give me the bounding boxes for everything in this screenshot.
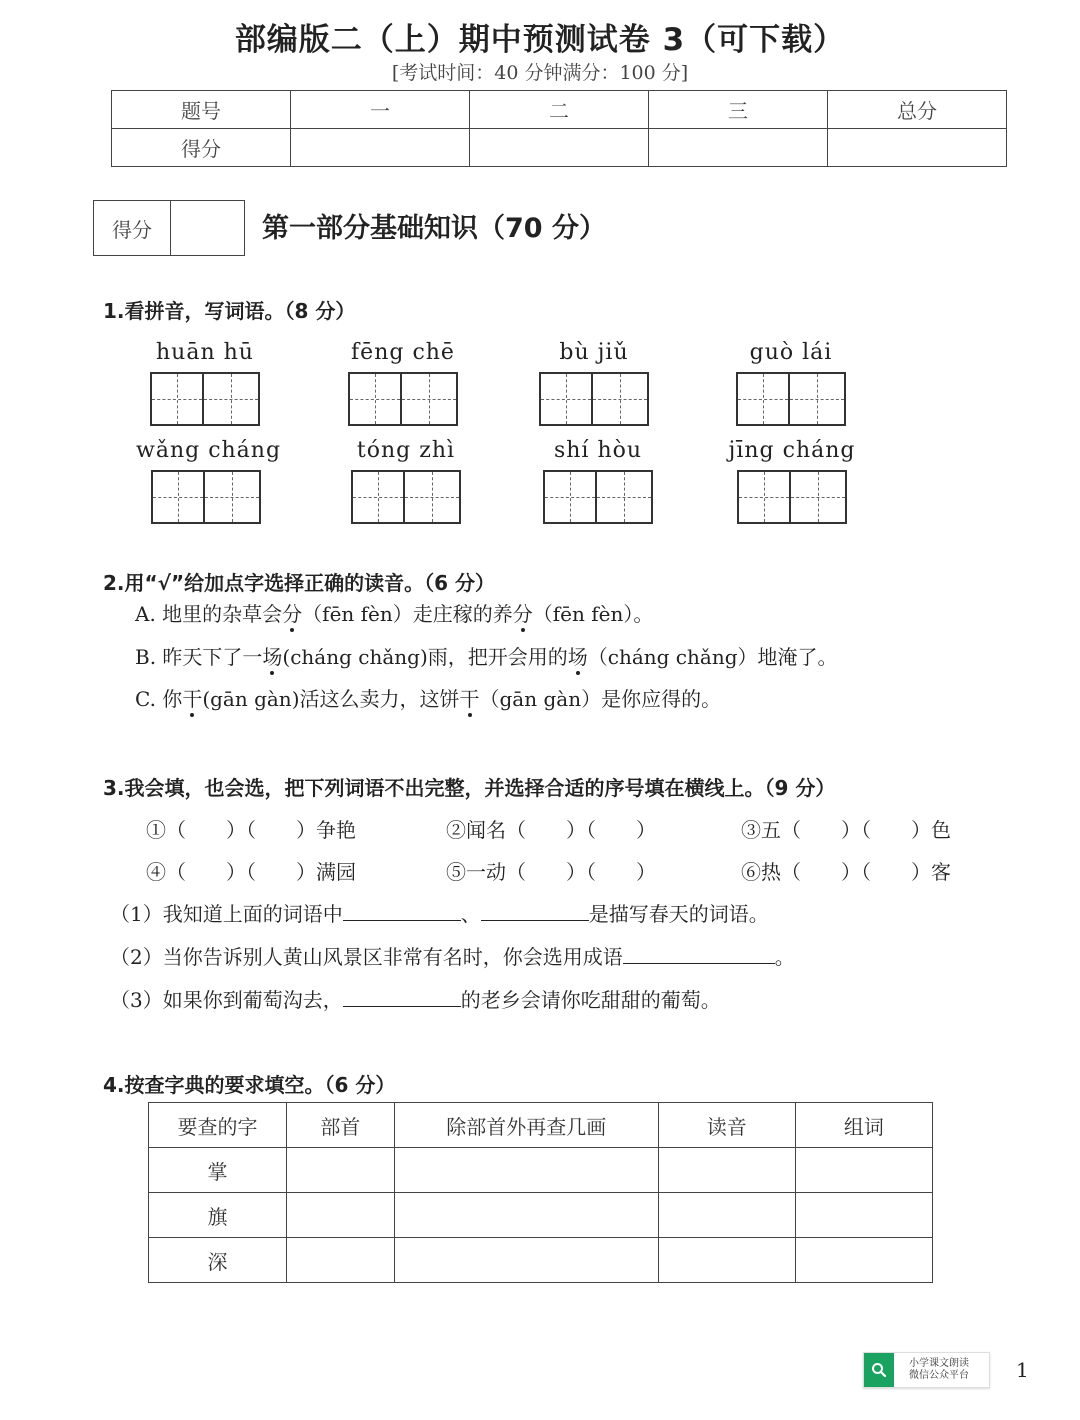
- tianzige-box[interactable]: [150, 372, 204, 426]
- dotted-char: 分: [512, 602, 533, 626]
- idiom-option[interactable]: ①（ ）（ ）争艳: [146, 818, 356, 842]
- table-row: [112, 129, 1007, 167]
- part-score-label: 得分: [94, 201, 171, 255]
- table-cell: 总分: [828, 91, 1007, 129]
- page-title: 部编版二（上）期中预测试卷 3（可下载）: [234, 22, 846, 58]
- tianzige-box[interactable]: [791, 470, 847, 524]
- tianzige-pair: [721, 372, 861, 426]
- table-header-cell: 读音: [658, 1103, 795, 1148]
- tianzige-box[interactable]: [205, 470, 261, 524]
- tianzige-box[interactable]: [151, 470, 205, 524]
- pinyin-text: guò lái: [749, 340, 833, 365]
- score-cell[interactable]: [291, 129, 470, 167]
- answer-blank[interactable]: [343, 986, 461, 1007]
- text-fragment[interactable]: （fēn fèn）走庄稼的养: [302, 602, 513, 626]
- pinyin-text: fēng chē: [351, 340, 455, 365]
- logo-line: 小学课文朗读: [909, 1358, 969, 1369]
- page-number: 1: [1016, 1358, 1029, 1382]
- answer-cell[interactable]: [287, 1193, 395, 1238]
- pinyin-text: tóng zhì: [356, 438, 456, 463]
- answer-cell[interactable]: [394, 1238, 658, 1283]
- section-title: 第一部分基础知识（70 分）: [262, 213, 606, 244]
- tianzige-pair: [722, 470, 862, 524]
- question-3-title: 3.我会填，也会选，把下列词语不出完整，并选择合适的序号填在横线上。（9 分）: [103, 776, 836, 800]
- question-3-sub-1: [110, 898, 769, 927]
- table-row: [149, 1193, 933, 1238]
- tianzige-box[interactable]: [405, 470, 461, 524]
- dotted-char: 干: [459, 687, 480, 711]
- text-fragment: B. 昨天下了一: [135, 645, 263, 669]
- dotted-char: 分: [282, 602, 303, 626]
- pinyin-item: [722, 438, 862, 524]
- text-fragment: 是描写春天的词语。: [588, 902, 769, 926]
- table-row: [149, 1148, 933, 1193]
- pinyin-item: [721, 340, 861, 426]
- pinyin-item: [524, 340, 664, 426]
- tianzige-box[interactable]: [737, 470, 791, 524]
- answer-cell[interactable]: [795, 1238, 932, 1283]
- answer-cell[interactable]: [658, 1193, 795, 1238]
- pinyin-text: huān hū: [156, 340, 254, 365]
- table-cell: 三: [649, 91, 828, 129]
- table-cell: 二: [470, 91, 649, 129]
- question-2-title: 2.用“√”给加点字选择正确的读音。（6 分）: [103, 571, 496, 595]
- table-header-row: [149, 1103, 933, 1148]
- part-score-cell[interactable]: [171, 201, 244, 255]
- table-cell: 得分: [112, 129, 291, 167]
- question-3-sub-3: [110, 984, 721, 1013]
- part-score-box: [93, 200, 245, 256]
- answer-cell[interactable]: [795, 1148, 932, 1193]
- wechat-logo-badge: [863, 1352, 990, 1388]
- tianzige-pair: [136, 470, 276, 524]
- question-2-item-c: [135, 683, 721, 712]
- answer-blank[interactable]: [481, 900, 589, 921]
- tianzige-box[interactable]: [790, 372, 846, 426]
- text-fragment[interactable]: （gān gàn）是你应得的。: [479, 687, 722, 711]
- text-fragment: C. 你: [135, 687, 183, 711]
- tianzige-pair: [135, 372, 275, 426]
- idiom-option[interactable]: ⑤一动（ ）（ ）: [446, 860, 656, 884]
- text-fragment: （2）当你告诉别人黄山风景区非常有名时，你会选用成语: [110, 945, 623, 969]
- idiom-option[interactable]: ②闻名（ ）（ ）: [446, 818, 656, 842]
- pinyin-text: jīng cháng: [728, 438, 856, 463]
- table-cell: 深: [149, 1238, 287, 1283]
- answer-cell[interactable]: [287, 1238, 395, 1283]
- tianzige-pair: [528, 470, 668, 524]
- text-fragment[interactable]: （cháng chǎng）地淹了。: [587, 645, 838, 669]
- pinyin-text: bù jiǔ: [559, 340, 629, 365]
- tianzige-pair: [333, 372, 473, 426]
- table-header-cell: 除部首外再查几画: [394, 1103, 658, 1148]
- answer-blank[interactable]: [343, 900, 461, 921]
- table-cell: 旗: [149, 1193, 287, 1238]
- dotted-char: 场: [262, 645, 283, 669]
- tianzige-pair: [336, 470, 476, 524]
- text-fragment: 。: [774, 945, 795, 969]
- pinyin-item: [135, 340, 275, 426]
- text-fragment: 的老乡会请你吃甜甜的葡萄。: [460, 988, 721, 1012]
- score-cell[interactable]: [470, 129, 649, 167]
- pinyin-item: [333, 340, 473, 426]
- search-icon: [864, 1353, 894, 1387]
- table-header-cell: 部首: [287, 1103, 395, 1148]
- table-cell: 题号: [112, 91, 291, 129]
- text-fragment[interactable]: (gān gàn)活这么卖力，这饼: [202, 687, 460, 711]
- text-fragment: 、: [460, 902, 481, 926]
- table-header-cell: 组词: [795, 1103, 932, 1148]
- pinyin-text: wǎng cháng: [136, 438, 282, 463]
- tianzige-box[interactable]: [348, 372, 402, 426]
- answer-cell[interactable]: [394, 1193, 658, 1238]
- tianzige-box[interactable]: [597, 470, 653, 524]
- question-4-title: 4.按查字典的要求填空。（6 分）: [103, 1073, 396, 1097]
- table-cell: 一: [291, 91, 470, 129]
- table-cell: 掌: [149, 1148, 287, 1193]
- idiom-option[interactable]: ④（ ）（ ）满园: [146, 860, 356, 884]
- text-fragment[interactable]: (cháng chǎng)雨，把开会用的: [282, 645, 568, 669]
- score-table: [111, 90, 1007, 167]
- table-row: [112, 91, 1007, 129]
- tianzige-box[interactable]: [593, 372, 649, 426]
- dotted-char: 干: [182, 687, 203, 711]
- text-fragment: （1）我知道上面的词语中: [110, 902, 343, 926]
- score-cell[interactable]: [649, 129, 828, 167]
- table-row: [149, 1238, 933, 1283]
- answer-cell[interactable]: [394, 1148, 658, 1193]
- table-header-cell: 要查的字: [149, 1103, 287, 1148]
- answer-cell[interactable]: [287, 1148, 395, 1193]
- tianzige-box[interactable]: [204, 372, 260, 426]
- idiom-option[interactable]: ③五（ ）（ ）色: [741, 818, 951, 842]
- text-fragment[interactable]: （fēn fèn）。: [532, 602, 654, 626]
- tianzige-box[interactable]: [539, 372, 593, 426]
- question-1-title: 1.看拼音，写词语。（8 分）: [103, 299, 356, 323]
- tianzige-box[interactable]: [543, 470, 597, 524]
- tianzige-pair: [524, 372, 664, 426]
- exam-info: [考试时间：40 分钟满分：100 分]: [391, 62, 689, 84]
- question-3-sub-2: [110, 941, 795, 970]
- text-fragment: A. 地里的杂草会: [135, 602, 283, 626]
- score-cell[interactable]: [828, 129, 1007, 167]
- pinyin-item: [336, 438, 476, 524]
- answer-blank[interactable]: [623, 943, 775, 964]
- tianzige-box[interactable]: [351, 470, 405, 524]
- question-2-item-b: [135, 641, 838, 670]
- idiom-option[interactable]: ⑥热（ ）（ ）客: [741, 860, 951, 884]
- text-fragment: （3）如果你到葡萄沟去，: [110, 988, 343, 1012]
- pinyin-text: shí hòu: [553, 438, 643, 463]
- answer-cell[interactable]: [658, 1148, 795, 1193]
- answer-cell[interactable]: [658, 1238, 795, 1283]
- answer-cell[interactable]: [795, 1193, 932, 1238]
- pinyin-item: [136, 438, 282, 524]
- dotted-char: 场: [567, 645, 588, 669]
- tianzige-box[interactable]: [736, 372, 790, 426]
- question-2-item-a: [135, 598, 653, 627]
- dictionary-table: [148, 1102, 933, 1283]
- logo-line: 微信公众平台: [909, 1370, 969, 1381]
- tianzige-box[interactable]: [402, 372, 458, 426]
- pinyin-item: [528, 438, 668, 524]
